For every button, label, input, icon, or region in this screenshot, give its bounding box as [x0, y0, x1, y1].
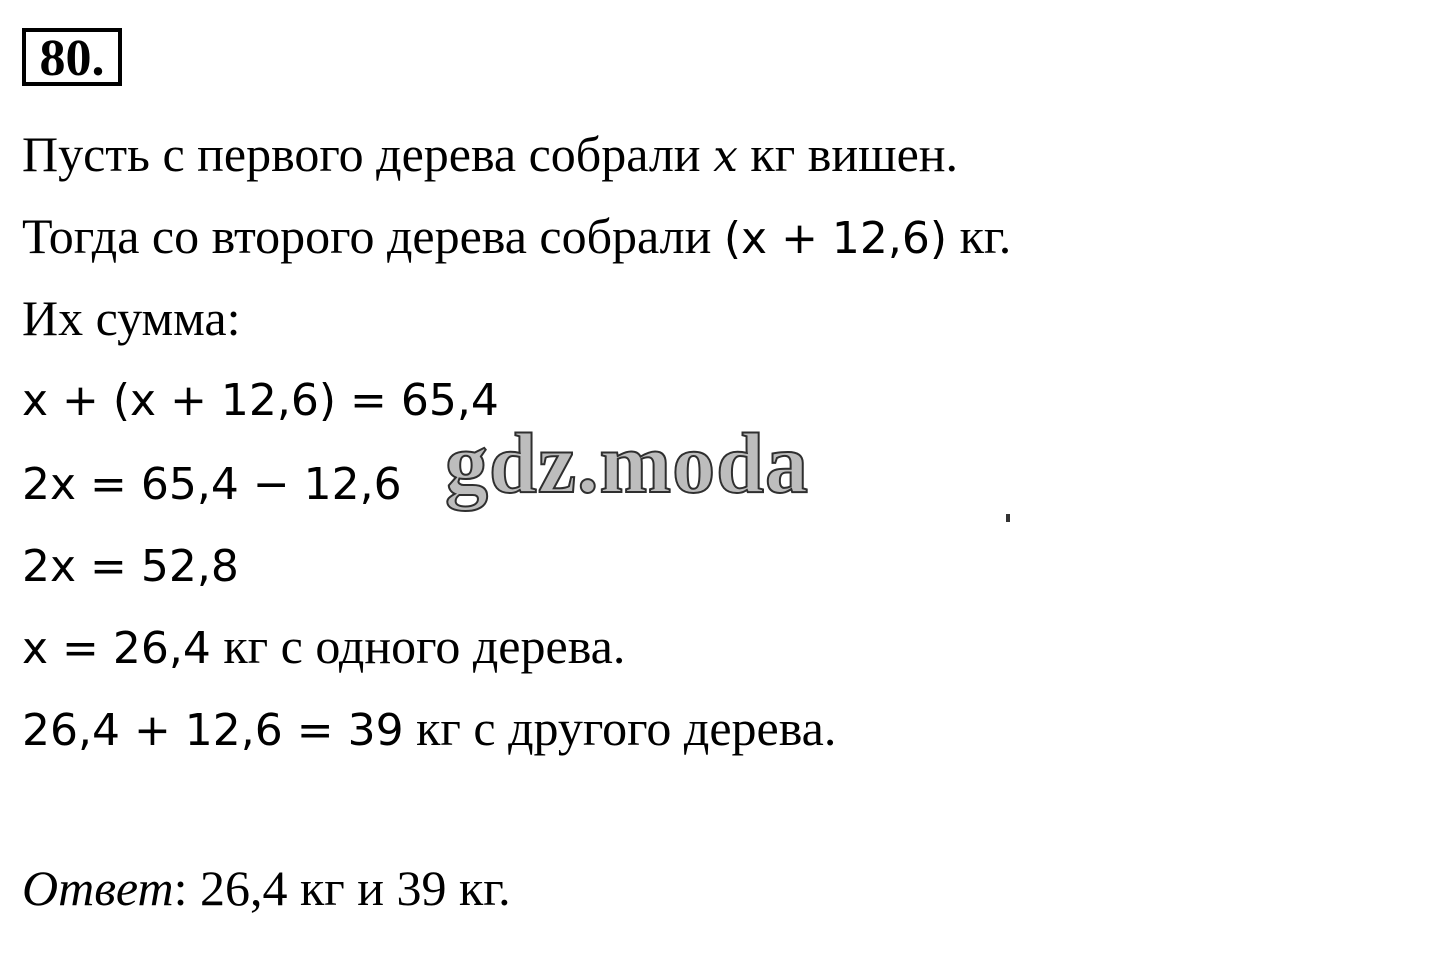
sum-label: Их сумма: — [22, 290, 241, 346]
equation-2x-diff: 2x = 65,4 − 12,6 — [22, 459, 402, 510]
task-number: 80. — [22, 28, 122, 86]
result-line-1 — [22, 616, 625, 679]
variable-x: x — [713, 131, 738, 182]
equation-2x-result: 2x = 52,8 — [22, 541, 239, 592]
equation-second-tree: 26,4 + 12,6 = 39 — [22, 705, 404, 756]
result-line-2 — [22, 698, 836, 761]
equation-line-2 — [22, 452, 402, 515]
answer-label: Ответ — [22, 860, 174, 916]
text-line-1-before: Пусть с первого дерева собрали — [22, 126, 714, 182]
result-line-2-text: кг с другого дерева. — [403, 700, 837, 756]
stray-mark — [1006, 514, 1010, 522]
text-line-2-before: Тогда со второго дерева собрали — [22, 208, 724, 264]
equation-line-3 — [22, 534, 239, 597]
text-line-3 — [22, 288, 241, 348]
answer-line — [22, 858, 511, 918]
equation-sum: x + (x + 12,6) = 65,4 — [22, 375, 499, 426]
text-line-1 — [22, 124, 958, 187]
watermark-logo: gdz.moda — [445, 415, 809, 511]
equation-line-1 — [22, 368, 499, 431]
expression-x-plus-12-6: (x + 12,6) — [723, 213, 948, 264]
result-line-1-text: кг с одного дерева. — [210, 618, 626, 674]
text-line-1-after: кг вишен. — [737, 126, 959, 182]
text-line-2-after: кг. — [947, 208, 1012, 264]
text-line-2 — [22, 206, 1011, 269]
equation-x-value: x = 26,4 — [22, 623, 211, 674]
answer-text: : 26,4 кг и 39 кг. — [173, 860, 511, 916]
